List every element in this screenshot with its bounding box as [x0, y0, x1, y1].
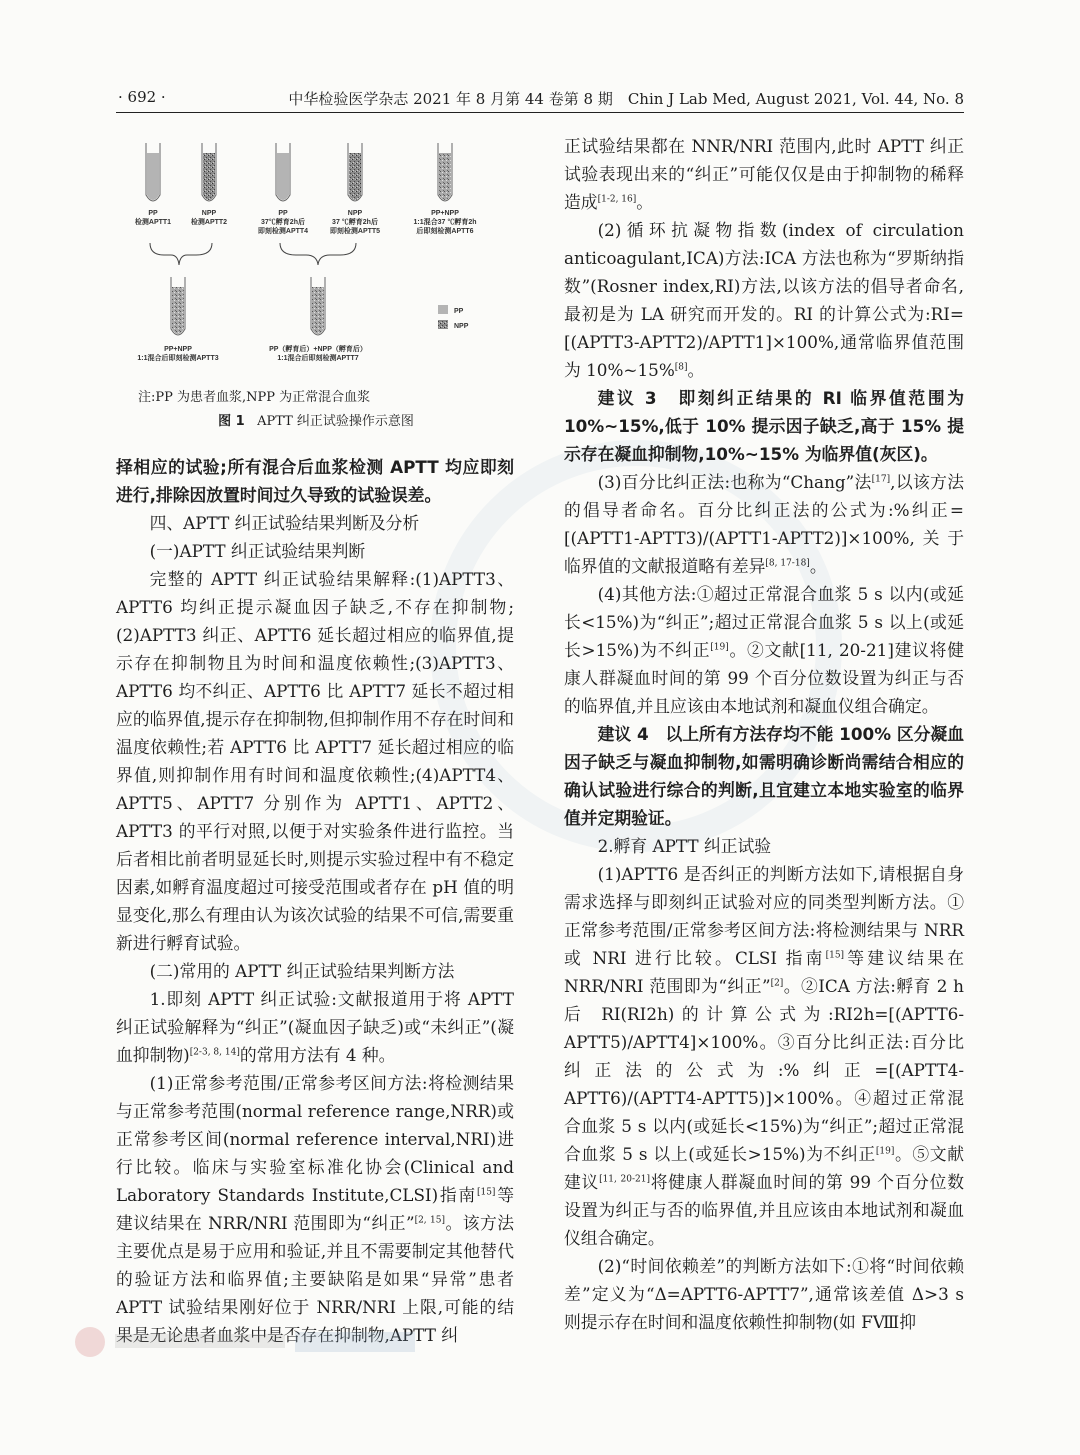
ica-method-paragraph — [564, 216, 964, 384]
citation: [8, 17-18] — [765, 558, 810, 569]
text: (4)其他方法:①超过正常混合血浆 5 s 以内(或延长<15%)为“纠正”;超过正常混合血浆 5 s 以上(或延长>15%)为不纠正 — [564, 584, 964, 660]
citation: [1-2, 16] — [597, 194, 637, 205]
text: 等建议结果在 NRR/NRI 范围即为“纠正” — [116, 1185, 514, 1233]
section-heading-4: 四、APTT 纠正试验结果判断及分析 — [149, 513, 420, 533]
subsection-heading-1: (一)APTT 纠正试验结果判断 — [149, 541, 366, 561]
tube-1-label1: PP — [148, 210, 158, 217]
citation: [8] — [674, 362, 688, 373]
incubation-heading: 2.孵育 APTT 纠正试验 — [597, 836, 772, 856]
publisher-logo — [70, 1322, 430, 1362]
text: 的常用方法有 4 种。 — [239, 1045, 396, 1065]
tube-3-label1: PP — [278, 210, 288, 217]
legend-npp: NPP — [454, 323, 469, 330]
tube-4-label2: 37 ℃孵育2h后 — [332, 219, 378, 226]
nrr-method-paragraph — [116, 1069, 514, 1349]
left-column — [116, 453, 514, 1349]
text: (1)APTT6 是否纠正的判断方法如下,请根据自身需求选择与即刻纠正试验对应的同类型判断方法。①正常参考范围/正常参考区间方法:将检测结果与 NRR 或 NRI 进行比较。CLSI 指南 — [564, 864, 964, 968]
text: 。 — [809, 556, 827, 576]
continued-paragraph — [564, 132, 964, 216]
text: 。⑤文献建议 — [564, 1144, 964, 1192]
other-methods-paragraph — [564, 580, 964, 720]
header-rule — [116, 112, 964, 113]
tube-5-label3: 后即刻检测APTT6 — [416, 228, 474, 235]
percent-correction-paragraph — [564, 468, 964, 580]
right-column — [564, 132, 964, 1336]
figure-note: 注:PP 为患者血浆,NPP 为正常混合血浆 — [138, 390, 371, 405]
tube-mix-aptt3 — [137, 277, 218, 362]
tube-npp-aptt5 — [330, 143, 380, 235]
mix-2-label1: PP（孵育后）+NPP（孵育后） — [269, 346, 367, 353]
left-bold-paragraph: 择相应的试验;所有混合后血浆检测 APTT 均应即刻进行,排除因放置时间过久导致的试验误差。 — [116, 457, 514, 505]
tube-3-label3: 即刻检测APTT4 — [257, 228, 309, 235]
mix-1-label1: PP+NPP — [164, 346, 192, 353]
caption-text: APTT 纠正试验操作示意图 — [257, 414, 414, 429]
text: ,以该方法的倡导者命名。百分比纠正法的公式为:%纠正=[(APTT1-APTT3)/(APTT1-APTT2)]×100%,关于临界值的文献报道略有差异 — [564, 472, 964, 576]
brace-left — [150, 243, 212, 265]
tube-npp-aptt2 — [191, 143, 227, 226]
mix-1-label2: 1:1混合后即刻检测APTT3 — [137, 355, 219, 362]
time-dependence-paragraph: (2)“时间依赖差”的判断方法如下:①将“时间依赖差”定义为“Δ=APTT6-APTT7”,通常该差值 Δ>3 s 则提示存在时间和温度依赖性抑制物(如 FⅧ抑 — [564, 1256, 964, 1332]
tube-1-label2: 检测APTT1 — [134, 219, 172, 226]
result-interpretation-paragraph: 完整的 APTT 纠正试验结果解释:(1)APTT3、APTT6 均纠正提示凝血因子缺乏,不存在抑制物;(2)APTT3 纠正、APTT6 延长超过相应的临界值,提示存在抑制物且为时间和温度依赖性;(3)APTT3、APTT6 均不纠正、APTT6 比 APTT7 延长不超过相应的临界值,提示存在抑制物,但抑制作用不存在时间和温度依赖性;若 APTT6 比 APTT7 延长超过相应的临界值,则抑制作用有时间和温度依赖性;(4)APTT4、APTT5、APTT7 分别作为 APTT1、APTT2、APTT3 的平行对照,以便于对实验条件进行监控。当后者相比前者明显延长时,则提示实验过程中有不稳定因素,如孵育温度超过可接受范围或者存在 pH 值的明显变化,那么有理由认为该次试验的结果不可信,需要重新进行孵育试验。 — [116, 569, 514, 953]
text: 等建议结果在 NRR/NRI 范围即为“纠正” — [564, 948, 964, 996]
citation: [19] — [875, 1146, 895, 1157]
text: 。 — [636, 192, 654, 212]
aptt6-judgment-paragraph — [564, 860, 964, 1252]
citation: [11, 20-21] — [599, 1174, 650, 1185]
recommendation-4: 建议 4 以上所有方法存均不能 100% 区分凝血因子缺乏与凝血抑制物,如需明确诊断尚需结合相应的确认试验进行综合的判断,且宜建立本地实验室的临界值并定期验证。 — [564, 724, 964, 828]
figure-legend — [438, 305, 469, 330]
citation: [19] — [710, 642, 729, 653]
tube-2-label1: NPP — [201, 210, 217, 217]
text: 正试验结果都在 NNR/NRI 范围内,此时 APTT 纠正试验表现出来的“纠正”可能仅仅是由于抑制物的稀释造成 — [564, 136, 964, 212]
figure-caption — [116, 410, 516, 429]
text: (1)正常参考范围/正常参考区间方法:将检测结果与正常参考范围(normal reference range,NRR)或正常参考区间(normal reference interval,NRI)进行比较。临床与实验室标准化协会(Clinical and Laboratory Standards Institute,CLSI)指南 — [116, 1073, 514, 1205]
text: (3)百分比纠正法:也称为“Chang”法 — [597, 472, 872, 492]
tube-pp-aptt4 — [258, 143, 308, 235]
tube-5-label1: PP+NPP — [431, 210, 459, 217]
immediate-correction-paragraph — [116, 985, 514, 1069]
subsection-heading-2: (二)常用的 APTT 纠正试验结果判断方法 — [149, 961, 455, 981]
citation: [17] — [871, 474, 891, 485]
tube-4-label1: NPP — [347, 210, 363, 217]
mix-2-label2: 1:1混合后即刻检测APTT7 — [277, 355, 359, 362]
tube-3-label2: 37℃孵育2h后 — [261, 219, 305, 226]
tube-5-label2: 1:1混合37 ℃孵育2h — [413, 219, 477, 226]
citation: [15] — [476, 1187, 496, 1198]
citation: [15] — [825, 950, 845, 961]
running-header — [118, 86, 964, 112]
citation: [2, 15] — [414, 1215, 445, 1226]
page-number: · 692 · — [118, 88, 166, 106]
text: 将健康人群凝血时间的第 99 个百分位数设置为纠正与否的临界值,并且应该由本地试剂和凝血仪组合确定。 — [564, 1172, 964, 1248]
tube-4-label3: 即刻检测APTT5 — [329, 228, 381, 235]
text: 。②ICA 方法:孵育 2 h 后 RI(RI2h)的计算公式为:RI2h=[(APTT6-APTT5)/APTT4]×100%。③百分比纠正法:百分比纠正法的公式为:%纠正=[(APTT4-APTT6)/(APTT4-APTT5)]×100%。④超过正常混合血浆 5 s 以内(或延长<15%)为“纠正”;超过正常混合血浆 5 s 以上(或延长>15%)为不纠正 — [564, 976, 964, 1164]
text: 。 — [687, 360, 705, 380]
citation: [2] — [770, 978, 784, 989]
text: 。②文献[11, 20-21]建议将健康人群凝血时间的第 99 个百分位数设置为纠正与否的临界值,并且应该由本地试剂和凝血仪组合确定。 — [564, 640, 964, 716]
recommendation-3: 建议 3 即刻纠正结果的 RI 临界值范围为 10%~15%,低于 10% 提示因子缺乏,高于 15% 提示存在凝血抑制物,10%~15% 为临界值(灰区)。 — [564, 388, 964, 464]
legend-pp: PP — [454, 308, 464, 315]
text: 。该方法主要优点是易于应用和验证,并且不需要制定其他替代的验证方法和临界值;主要缺陷是如果“异常”患者 APTT 试验结果刚好位于 NRR/NRI 上限,可能的结果是无论患者血浆中是否存在抑制物,APTT 纠 — [116, 1213, 514, 1345]
figure-1 — [116, 135, 516, 435]
figure-diagram — [116, 135, 516, 385]
brace-right — [280, 243, 356, 265]
tube-mix-aptt7 — [269, 277, 367, 362]
caption-number: 图 1 — [218, 414, 245, 429]
text: (2)循环抗凝物指数(index of circulation anticoagulant,ICA)方法:ICA 方法也称为“罗斯纳指数”(Rosner index,RI)方法,以该方法的倡导者命名,最初是为 LA 研究而开发的。RI 的计算公式为:RI=[(APTT3-APTT2)/APTT1]×100%,通常临界值范围为 10%~15% — [564, 220, 964, 380]
tube-2-label2: 检测APTT2 — [190, 219, 228, 226]
citation: [2-3, 8, 14] — [189, 1047, 240, 1058]
tube-mix-aptt6 — [413, 143, 476, 235]
journal-citation: 中华检验医学杂志 2021 年 8 月第 44 卷第 8 期 Chin J Lab Med, August 2021, Vol. 44, No. 8 — [288, 90, 964, 108]
tube-pp-aptt1 — [135, 143, 171, 226]
text: 1.即刻 APTT 纠正试验:文献报道用于将 APTT 纠正试验解释为“纠正”(凝血因子缺乏)或“未纠正”(凝血抑制物) — [116, 989, 514, 1065]
